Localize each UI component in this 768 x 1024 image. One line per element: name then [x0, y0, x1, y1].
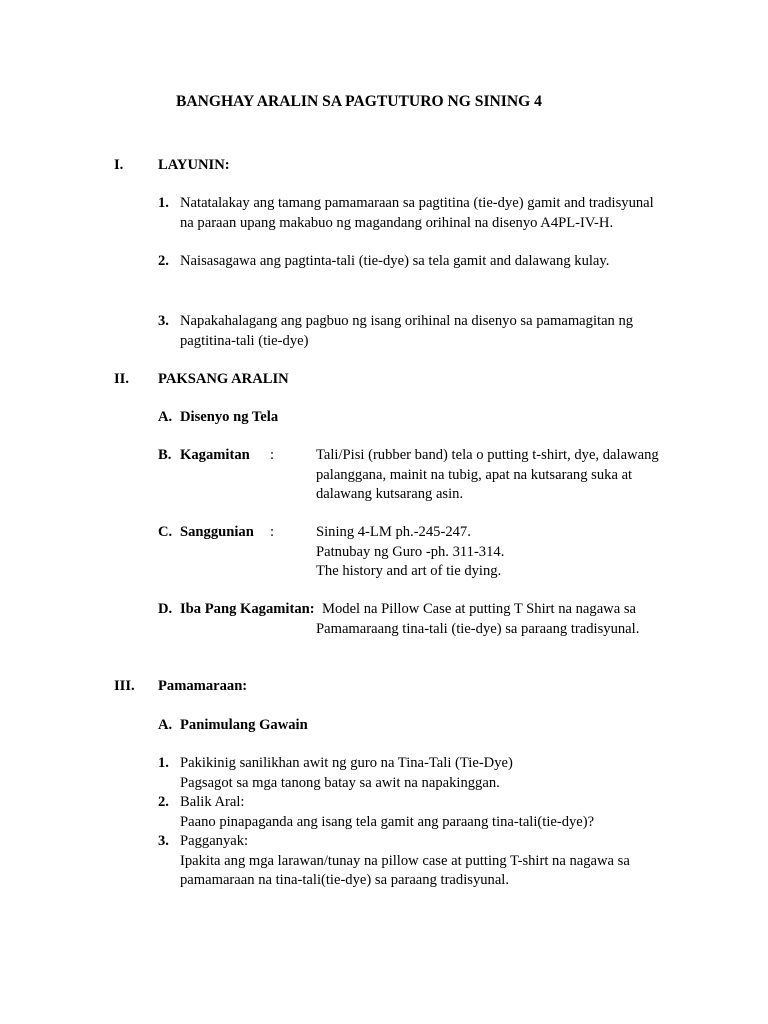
materials-b-text: Tali/Pisi (rubber band) tela o putting t-shirt, dye, dalawang palanggana, mainit na tubig, apat na kutsarang suka at dalawang kutsarang asin.: [316, 447, 659, 502]
other-materials-d-label: Iba Pang Kagamitan:: [180, 601, 315, 617]
subject-a-label: Disenyo ng Tela: [180, 409, 279, 425]
objective-1-text: Natatalakay ang tamang pamamaraan sa pagtitina (tie-dye) gamit and tradisyunal na paraan upang makabuo ng magandang orihinal na disenyo A4PL-IV-H.: [180, 195, 654, 231]
materials-b-label: Kagamitan: [180, 447, 250, 463]
objective-2-number: 2.: [158, 253, 169, 269]
other-materials-d-text-second: Pamamaraang tina-tali (tie-dye) sa paraang tradisyunal.: [316, 621, 640, 637]
procedure-item-2-number: 2.: [158, 794, 169, 810]
subject-a-letter: A.: [158, 409, 173, 425]
procedure-item-2-text: Balik Aral: Paano pinapaganda ang isang tela gamit ang paraang tina-tali(tie-dye)?: [180, 794, 595, 830]
procedure-item-1-number: 1.: [158, 755, 169, 771]
other-materials-d-text-first: Model na Pillow Case at putting T Shirt na nagawa sa: [322, 601, 636, 617]
section-2-numeral: II.: [114, 371, 130, 387]
references-c-text: Sining 4-LM ph.-245-247. Patnubay ng Guro -ph. 311-314. The history and art of tie dying.: [316, 524, 505, 579]
procedure-item-3-number: 3.: [158, 833, 169, 849]
materials-b-letter: B.: [158, 447, 172, 463]
section-3-heading: Pamamaraan:: [158, 678, 248, 694]
objective-3-text: Napakahalagang ang pagbuo ng isang orihinal na disenyo sa pamamagitan ng pagtitina-tali (tie-dye): [180, 313, 634, 349]
section-1-heading: LAYUNIN:: [158, 157, 230, 173]
procedure-item-1-text: Pakikinig sanilikhan awit ng guro na Tina-Tali (Tie-Dye) Pagsagot sa mga tanong batay sa awit na napakinggan.: [180, 755, 513, 791]
procedure-item-3-text: Pagganyak: Ipakita ang mga larawan/tunay na pillow case at putting T-shirt na nagawa sa pamamaraan na tina-tali(tie-dye) sa paraang tradisyunal.: [180, 833, 630, 888]
objective-3-number: 3.: [158, 313, 169, 329]
procedure-a-label: Panimulang Gawain: [180, 717, 308, 733]
section-3-numeral: III.: [114, 678, 135, 694]
other-materials-d-letter: D.: [158, 601, 173, 617]
page-title: BANGHAY ARALIN SA PAGTUTURO NG SINING 4: [176, 93, 542, 110]
section-2-heading: PAKSANG ARALIN: [158, 371, 289, 387]
procedure-a-letter: A.: [158, 717, 173, 733]
section-1-numeral: I.: [114, 157, 124, 173]
objective-1-number: 1.: [158, 195, 169, 211]
references-c-label: Sanggunian: [180, 524, 254, 540]
references-c-colon: :: [270, 524, 275, 540]
references-c-letter: C.: [158, 524, 173, 540]
materials-b-colon: :: [270, 447, 275, 463]
objective-2-text: Naisasagawa ang pagtinta-tali (tie-dye) sa tela gamit and dalawang kulay.: [180, 253, 610, 269]
